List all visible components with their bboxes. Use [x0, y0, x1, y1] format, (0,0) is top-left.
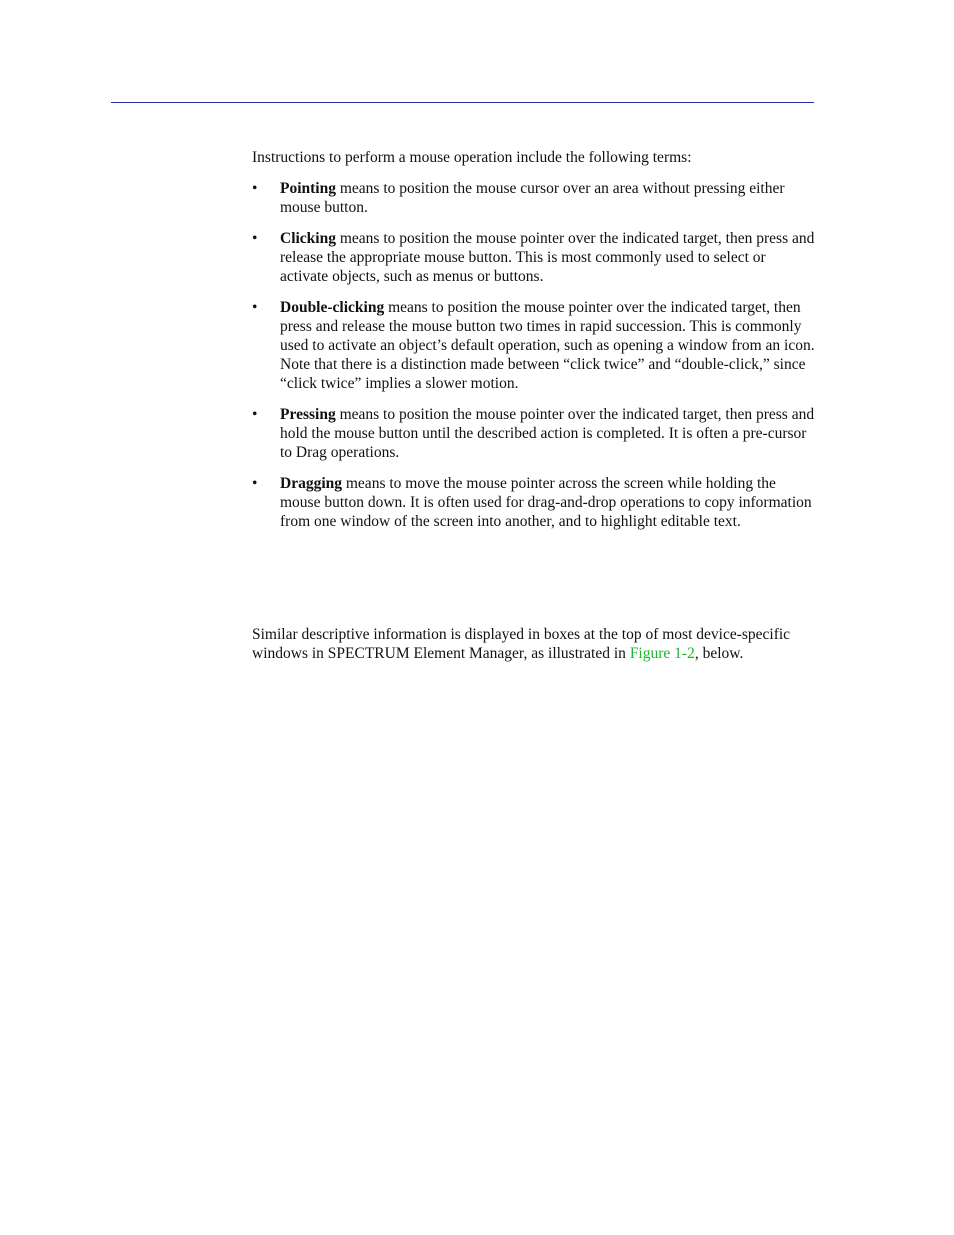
- term-label: Pointing: [280, 180, 336, 197]
- term-description: means to position the mouse pointer over the indicated target, then press and hold the mouse button until the described action is completed. It is often a pre-cursor to Drag operations.: [280, 406, 815, 461]
- term-description: means to position the mouse pointer over the indicated target, then press and release the appropriate mouse button. This is most commonly used to select or activate objects, such as menus or buttons.: [280, 230, 815, 285]
- terms-list: [252, 179, 817, 531]
- list-item: [252, 179, 817, 217]
- bullet-icon: •: [252, 406, 258, 423]
- term-label: Pressing: [280, 406, 336, 423]
- term-label: Clicking: [280, 230, 336, 247]
- list-item: [252, 298, 817, 393]
- term-description: means to move the mouse pointer across the screen while holding the mouse button down. It is often used for drag-and-drop operations to copy information from one window of the screen into another, and to highlight editable text.: [280, 475, 812, 530]
- header-rule: [111, 102, 814, 103]
- bullet-icon: •: [252, 475, 258, 492]
- list-item: [252, 229, 817, 286]
- list-item: [252, 405, 817, 462]
- bullet-icon: •: [252, 180, 258, 197]
- term-label: Dragging: [280, 475, 342, 492]
- figure-reference-paragraph: [252, 625, 792, 663]
- paragraph-text: Similar descriptive information is displayed in boxes at the top of most device-specific windows in SPECTRUM Element Manager, as illustrated in: [252, 626, 791, 662]
- term-description: means to position the mouse cursor over an area without pressing either mouse button.: [280, 180, 785, 216]
- term-description: means to position the mouse pointer over the indicated target, then press and release the mouse button two times in rapid succession. This is commonly used to activate an object’s default operation, such as opening a window from an icon. Note that there is a distinction made between “click twice” and “double-click,” since “click twice” implies a slower motion.: [280, 299, 815, 392]
- list-item: [252, 474, 817, 531]
- main-content: [252, 148, 817, 543]
- intro-paragraph: Instructions to perform a mouse operation include the following terms:: [252, 149, 692, 166]
- figure-link[interactable]: Figure 1-2: [629, 645, 695, 662]
- bullet-icon: •: [252, 230, 258, 247]
- term-label: Double-clicking: [280, 299, 385, 316]
- bullet-icon: •: [252, 299, 258, 316]
- paragraph-text-end: , below.: [694, 645, 744, 662]
